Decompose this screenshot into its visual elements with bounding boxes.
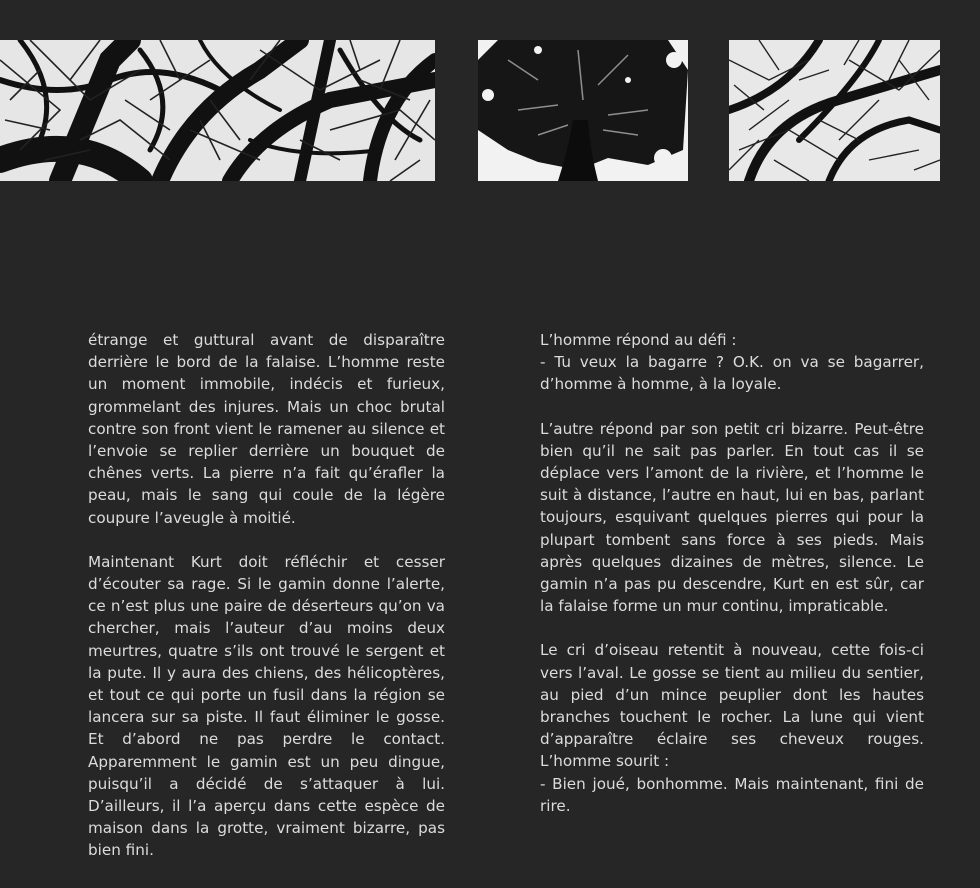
paragraph: L’autre répond par son petit cri bizarre. Peut-être bien qu’il ne sait pas parler. En tout cas il se déplace vers l’amont de la rivière, et l’homme le suit à distance, l’autre en haut, lui en bas, parlant toujours, esquivant quelques pierres qui pour la plupart tombent sans force à ses pieds. Mais après quelques dizaines de mètres, silence. Le gamin n’a pas pu descendre, Kurt en est sûr, car la falaise forme un mur continu, impraticable. — [540, 419, 924, 616]
tree-canopy-icon — [478, 40, 688, 181]
text-column-left — [88, 329, 445, 884]
tree-branches-silhouette-icon — [0, 40, 435, 181]
paragraph: Le cri d’oiseau retentit à nouveau, cette fois-ci vers l’aval. Le gosse se tient au milieu du sentier, au pied d’un mince peuplier dont les hautes branches touchent le rocher. La lune qui vient d’apparaître éclaire ses cheveux rouges. L’homme sourit : - Bien joué, bonhomme. Mais maintenant, fini de rire. — [540, 641, 924, 815]
tree-branches-photo-left — [0, 40, 435, 181]
paragraph: Maintenant Kurt doit réfléchir et cesser d’écouter sa rage. Si le gamin donne l’alerte, ce n’est plus une paire de déserteurs qu’on va chercher, mais l’auteur d’au moins deux meurtres, quatre s’ils ont trouvé le sergent et la pute. Il y aura des chiens, des hélicoptères, et tout ce qui porte un fusil dans la région se lancera sur sa piste. Il faut éliminer le gosse. Et d’abord ne pas perdre le contact. Apparemment le gamin est un peu dingue, puisqu’il a décidé de s’attaquer à lui. D’ailleurs, il l’a aperçu dans cette espèce de maison dans la grotte, vraiment bizarre, pas bien fini. — [88, 552, 445, 860]
paragraph: L’homme répond au défi : - Tu veux la bagarre ? O.K. on va se bagarrer, d’homme à homme, à la loyale. — [540, 331, 924, 394]
tree-branches-photo-right — [729, 40, 940, 181]
tree-branches-silhouette-icon — [729, 40, 940, 181]
paragraph: étrange et guttural avant de disparaître derrière le bord de la falaise. L’homme reste un moment immobile, indécis et furieux, grommelant des injures. Mais un choc brutal contre son front vient le ramener au silence et l’envoie se replier derrière un bouquet de chênes verts. La pierre n’a fait qu’érafler la peau, mais le sang qui coule de la légère coupure l’aveugle à moitié. — [88, 331, 445, 527]
tree-canopy-photo-middle — [478, 40, 688, 181]
text-column-right — [540, 329, 924, 839]
